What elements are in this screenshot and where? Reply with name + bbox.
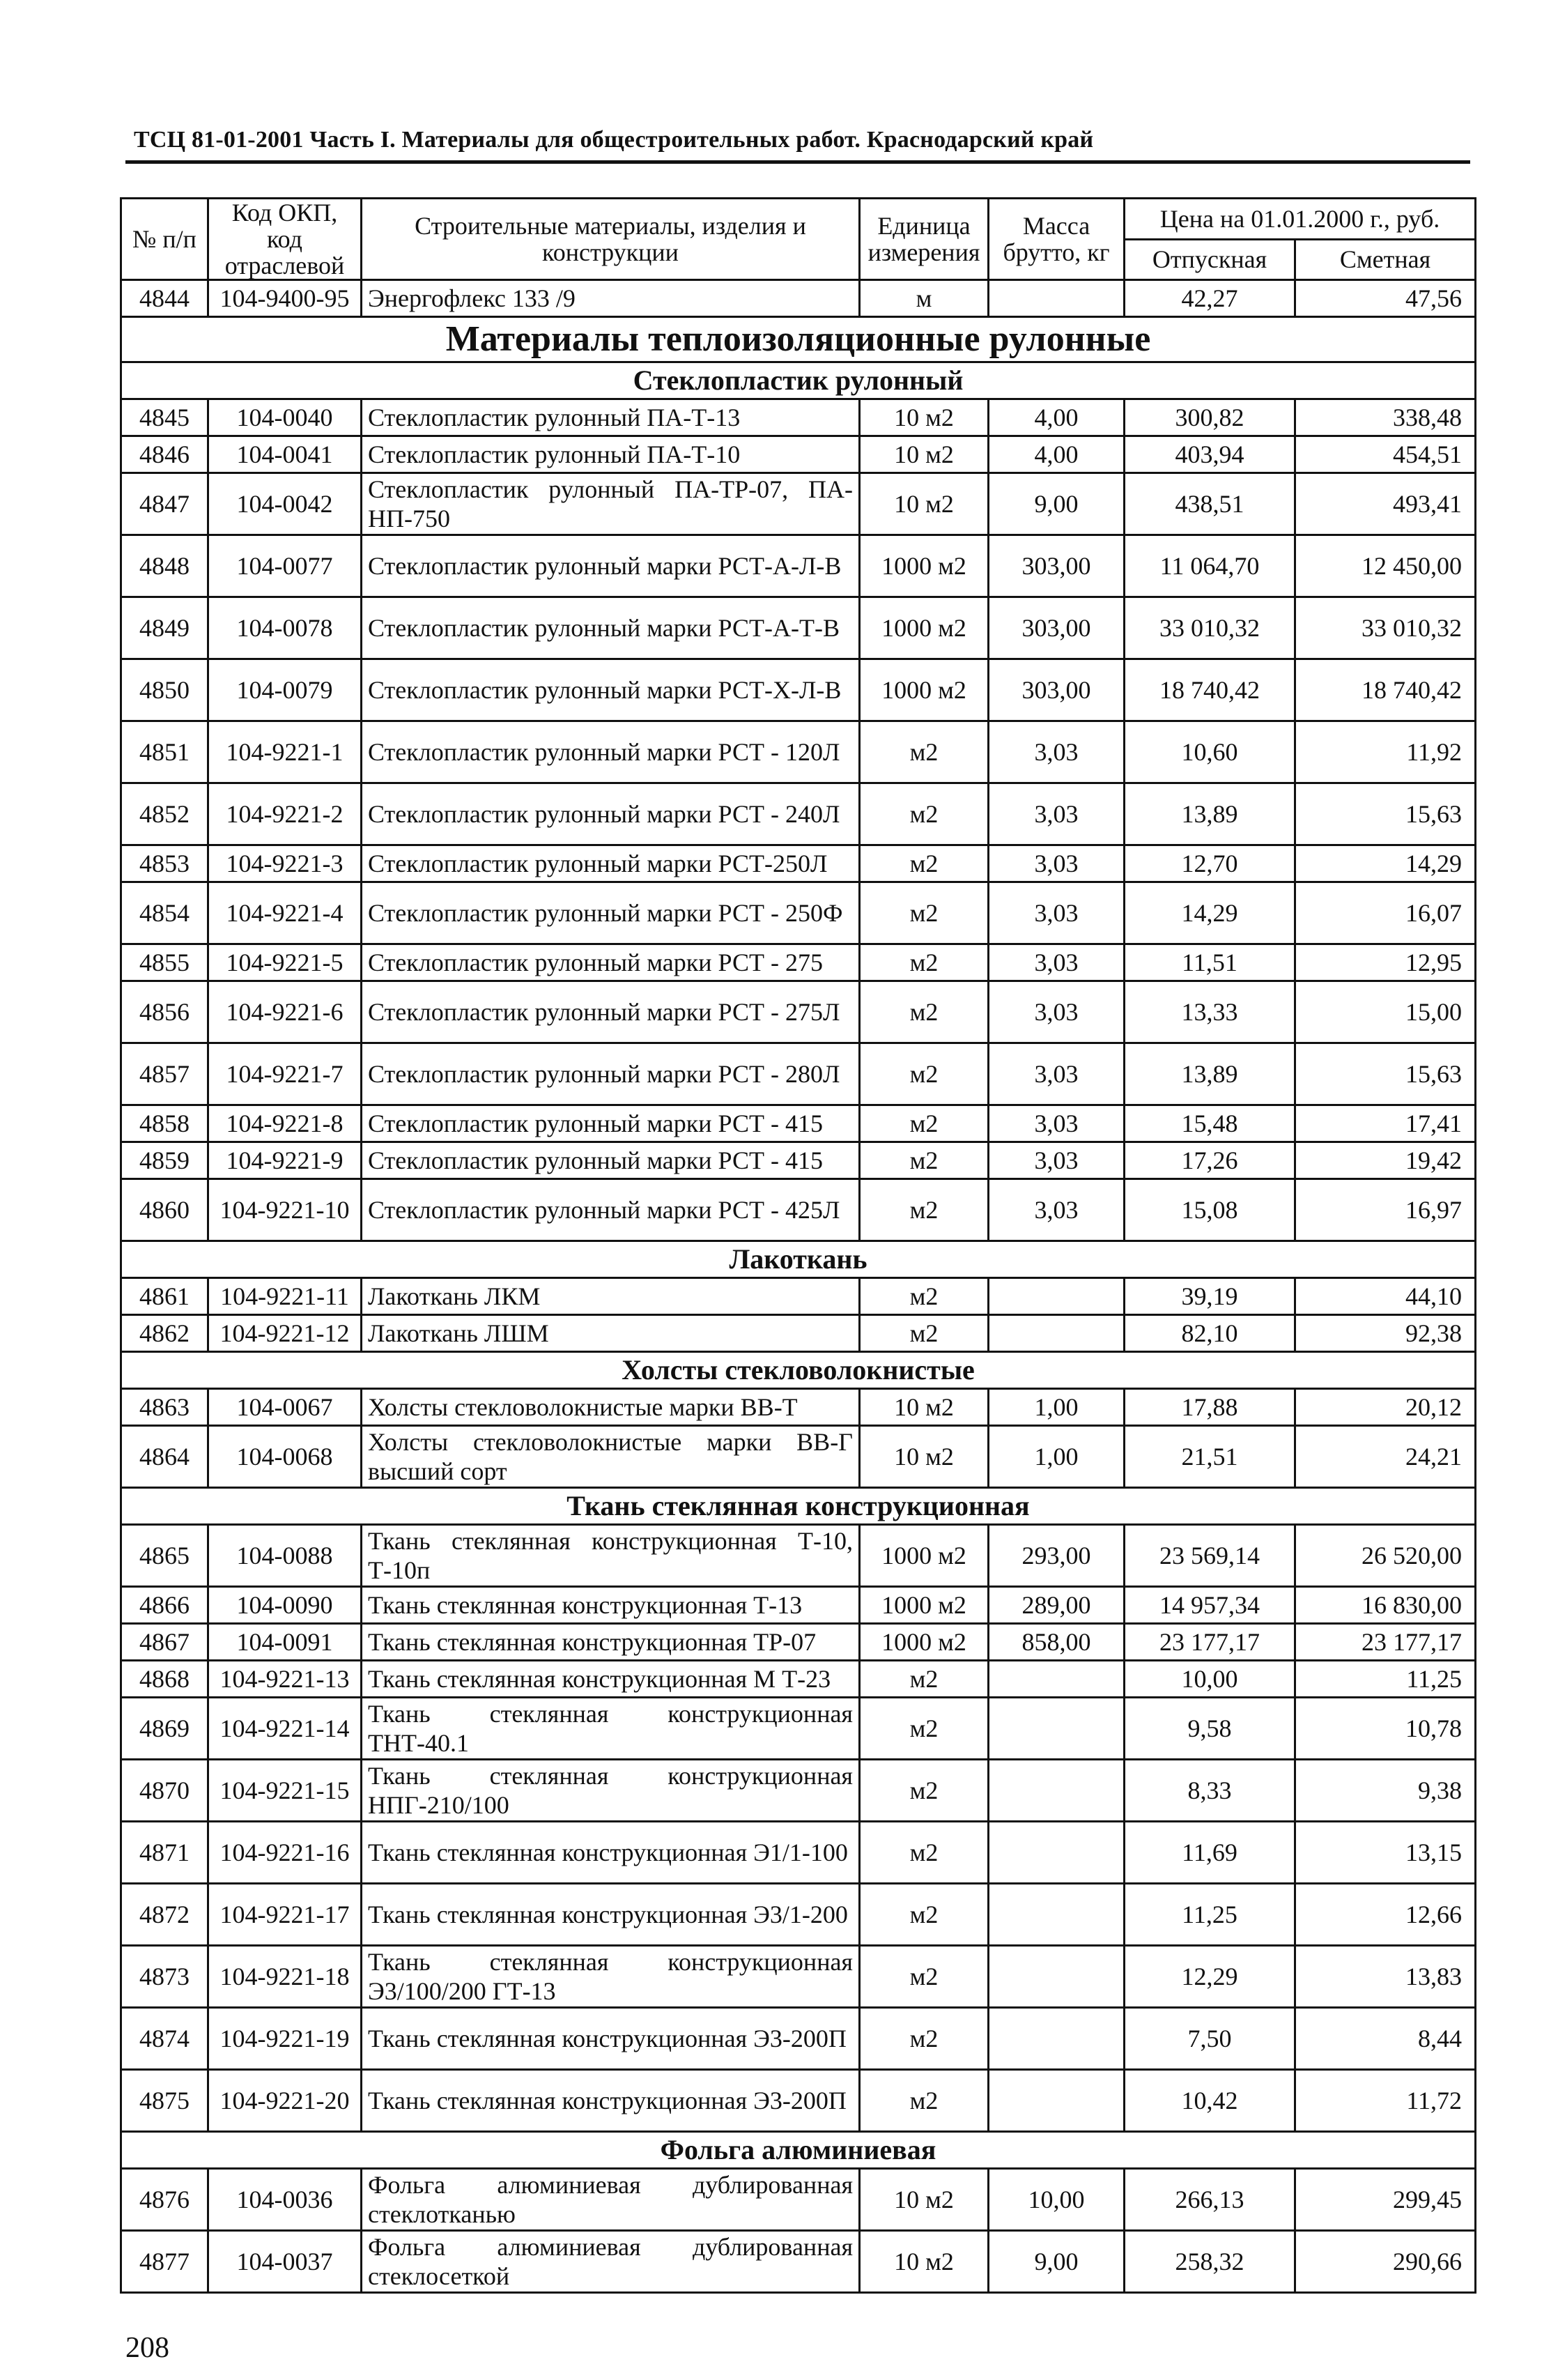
cell-num: 4844 [121,280,208,317]
cell-name: Стеклопластик рулонный ПА-ТР-07, ПА-НП-750 [362,473,860,535]
cell-num: 4866 [121,1587,208,1624]
section-row [121,362,1476,399]
table-row [121,280,1476,317]
cell-release-price: 13,33 [1125,981,1295,1043]
main-section-title: Материалы теплоизоляционные рулонные [121,317,1476,362]
cell-estimate-price: 299,45 [1295,2169,1476,2231]
table-row [121,473,1476,535]
column-header-release-price: Отпускная [1125,239,1295,280]
cell-code: 104-9221-14 [208,1698,362,1760]
cell-name: Ткань стеклянная конструкционная Э1/1-100 [362,1822,860,1884]
cell-mass: 289,00 [989,1587,1125,1624]
cell-code: 104-0077 [208,535,362,597]
page-number: 208 [125,2332,169,2364]
table-row [121,2008,1476,2070]
cell-estimate-price: 10,78 [1295,1698,1476,1760]
cell-num: 4870 [121,1760,208,1822]
cell-release-price: 14 957,34 [1125,1587,1295,1624]
cell-mass: 303,00 [989,597,1125,659]
table-row [121,1142,1476,1179]
cell-num: 4868 [121,1661,208,1698]
cell-release-price: 14,29 [1125,882,1295,944]
cell-mass: 3,03 [989,1105,1125,1142]
cell-mass [989,1760,1125,1822]
cell-name: Стеклопластик рулонный марки РСТ-Х-Л-В [362,659,860,721]
cell-unit: м2 [860,1142,989,1179]
table-row [121,659,1476,721]
cell-code: 104-9221-5 [208,944,362,981]
column-header-mass: Масса брутто, кг [989,199,1125,280]
cell-num: 4858 [121,1105,208,1142]
cell-mass: 858,00 [989,1624,1125,1661]
cell-release-price: 13,89 [1125,1043,1295,1105]
cell-mass: 1,00 [989,1389,1125,1426]
cell-mass [989,2070,1125,2132]
cell-unit: м2 [860,1946,989,2008]
cell-unit: м2 [860,944,989,981]
cell-code: 104-9221-11 [208,1278,362,1315]
cell-estimate-price: 12,95 [1295,944,1476,981]
cell-name: Ткань стеклянная конструкционная Э3/1-200 [362,1884,860,1946]
cell-release-price: 15,08 [1125,1179,1295,1241]
cell-code: 104-0078 [208,597,362,659]
cell-mass [989,1822,1125,1884]
cell-release-price: 17,26 [1125,1142,1295,1179]
column-header-name: Строительные материалы, изделия и конструкции [362,199,860,280]
cell-mass [989,1278,1125,1315]
cell-mass: 303,00 [989,535,1125,597]
cell-code: 104-0067 [208,1389,362,1426]
cell-estimate-price: 26 520,00 [1295,1525,1476,1587]
table-row [121,721,1476,783]
cell-unit: м2 [860,845,989,882]
cell-num: 4845 [121,399,208,436]
section-row [121,1488,1476,1525]
cell-release-price: 17,88 [1125,1389,1295,1426]
cell-release-price: 18 740,42 [1125,659,1295,721]
table-row [121,1884,1476,1946]
table-row [121,845,1476,882]
cell-name: Стеклопластик рулонный ПА-Т-10 [362,436,860,473]
cell-unit: 1000 м2 [860,1624,989,1661]
cell-release-price: 15,48 [1125,1105,1295,1142]
cell-unit: м2 [860,1661,989,1698]
cell-unit: м2 [860,721,989,783]
cell-unit: 10 м2 [860,2231,989,2293]
cell-num: 4857 [121,1043,208,1105]
cell-mass: 3,03 [989,783,1125,845]
cell-name: Ткань стеклянная конструкционная Э3-200П [362,2008,860,2070]
cell-num: 4864 [121,1426,208,1488]
cell-code: 104-0036 [208,2169,362,2231]
table-row [121,1624,1476,1661]
table-row [121,783,1476,845]
cell-num: 4875 [121,2070,208,2132]
table-row [121,981,1476,1043]
cell-release-price: 10,42 [1125,2070,1295,2132]
cell-name: Стеклопластик рулонный марки РСТ - 120Л [362,721,860,783]
cell-unit: м2 [860,1278,989,1315]
cell-release-price: 82,10 [1125,1315,1295,1352]
table-row [121,399,1476,436]
cell-release-price: 258,32 [1125,2231,1295,2293]
cell-name: Ткань стеклянная конструкционная Э3-200П [362,2070,860,2132]
cell-estimate-price: 14,29 [1295,845,1476,882]
cell-name: Ткань стеклянная конструкционная Т-13 [362,1587,860,1624]
cell-estimate-price: 290,66 [1295,2231,1476,2293]
section-title: Стеклопластик рулонный [121,362,1476,399]
cell-estimate-price: 13,15 [1295,1822,1476,1884]
cell-code: 104-9221-8 [208,1105,362,1142]
cell-unit: м2 [860,882,989,944]
table-row [121,436,1476,473]
cell-code: 104-9221-9 [208,1142,362,1179]
cell-name: Стеклопластик рулонный марки РСТ-А-Л-В [362,535,860,597]
cell-name: Ткань стеклянная конструкционная Т-10, Т-10п [362,1525,860,1587]
cell-release-price: 23 177,17 [1125,1624,1295,1661]
cell-code: 104-0040 [208,399,362,436]
cell-name: Стеклопластик рулонный ПА-Т-13 [362,399,860,436]
cell-num: 4856 [121,981,208,1043]
cell-mass: 3,03 [989,944,1125,981]
cell-name: Стеклопластик рулонный марки РСТ - 425Л [362,1179,860,1241]
cell-code: 104-9221-15 [208,1760,362,1822]
section-row [121,1241,1476,1278]
cell-code: 104-0079 [208,659,362,721]
column-header-price-group: Цена на 01.01.2000 г., руб. [1125,199,1476,240]
cell-mass: 1,00 [989,1426,1125,1488]
cell-unit: м2 [860,1884,989,1946]
cell-release-price: 39,19 [1125,1278,1295,1315]
cell-unit: 10 м2 [860,399,989,436]
table-row [121,535,1476,597]
cell-mass [989,1884,1125,1946]
table-row [121,1043,1476,1105]
cell-num: 4853 [121,845,208,882]
cell-code: 104-9221-18 [208,1946,362,2008]
cell-mass: 303,00 [989,659,1125,721]
cell-name: Стеклопластик рулонный марки РСТ - 280Л [362,1043,860,1105]
cell-num: 4869 [121,1698,208,1760]
cell-release-price: 300,82 [1125,399,1295,436]
cell-code: 104-0091 [208,1624,362,1661]
table-row [121,2070,1476,2132]
cell-release-price: 21,51 [1125,1426,1295,1488]
cell-name: Ткань стеклянная конструкционная ТНТ-40.1 [362,1698,860,1760]
cell-mass: 4,00 [989,399,1125,436]
cell-num: 4877 [121,2231,208,2293]
cell-code: 104-0068 [208,1426,362,1488]
cell-mass [989,1315,1125,1352]
cell-num: 4862 [121,1315,208,1352]
cell-name: Стеклопластик рулонный марки РСТ - 415 [362,1142,860,1179]
cell-unit: м2 [860,1105,989,1142]
table-row [121,882,1476,944]
cell-estimate-price: 20,12 [1295,1389,1476,1426]
cell-unit: м2 [860,783,989,845]
cell-code: 104-9221-10 [208,1179,362,1241]
cell-num: 4876 [121,2169,208,2231]
cell-unit: 10 м2 [860,473,989,535]
cell-code: 104-9221-12 [208,1315,362,1352]
cell-code: 104-9400-95 [208,280,362,317]
cell-num: 4850 [121,659,208,721]
cell-unit: м2 [860,1698,989,1760]
cell-release-price: 438,51 [1125,473,1295,535]
cell-name: Ткань стеклянная конструкционная М Т-23 [362,1661,860,1698]
cell-estimate-price: 15,00 [1295,981,1476,1043]
cell-unit: м2 [860,1043,989,1105]
cell-code: 104-9221-3 [208,845,362,882]
table-row [121,1426,1476,1488]
cell-num: 4861 [121,1278,208,1315]
section-title: Фольга алюминиевая [121,2132,1476,2169]
cell-estimate-price: 18 740,42 [1295,659,1476,721]
cell-name: Холсты стекловолокнистые марки ВВ-Г высший сорт [362,1426,860,1488]
table-row [121,1315,1476,1352]
table-row [121,597,1476,659]
cell-name: Ткань стеклянная конструкционная ТР-07 [362,1624,860,1661]
cell-unit: 1000 м2 [860,597,989,659]
cell-code: 104-9221-2 [208,783,362,845]
cell-estimate-price: 16 830,00 [1295,1587,1476,1624]
cell-estimate-price: 9,38 [1295,1760,1476,1822]
cell-mass [989,2008,1125,2070]
cell-num: 4855 [121,944,208,981]
table-row [121,2169,1476,2231]
cell-num: 4854 [121,882,208,944]
cell-unit: 1000 м2 [860,659,989,721]
section-title: Лакоткань [121,1241,1476,1278]
cell-release-price: 7,50 [1125,2008,1295,2070]
cell-code: 104-9221-6 [208,981,362,1043]
cell-release-price: 11,51 [1125,944,1295,981]
table-row [121,944,1476,981]
cell-code: 104-9221-7 [208,1043,362,1105]
cell-estimate-price: 338,48 [1295,399,1476,436]
section-title: Ткань стеклянная конструкционная [121,1488,1476,1525]
cell-code: 104-9221-1 [208,721,362,783]
cell-name: Фольга алюминиевая дублированная стеклотканью [362,2169,860,2231]
cell-estimate-price: 17,41 [1295,1105,1476,1142]
cell-name: Ткань стеклянная конструкционная НПГ-210/100 [362,1760,860,1822]
cell-name: Холсты стекловолокнистые марки ВВ-Т [362,1389,860,1426]
cell-unit: м2 [860,1822,989,1884]
cell-estimate-price: 11,25 [1295,1661,1476,1698]
column-header-unit: Единица измерения [860,199,989,280]
cell-release-price: 42,27 [1125,280,1295,317]
cell-name: Стеклопластик рулонный марки РСТ - 275Л [362,981,860,1043]
cell-release-price: 403,94 [1125,436,1295,473]
cell-code: 104-0090 [208,1587,362,1624]
cell-mass: 3,03 [989,981,1125,1043]
cell-num: 4867 [121,1624,208,1661]
cell-num: 4873 [121,1946,208,2008]
cell-estimate-price: 454,51 [1295,436,1476,473]
cell-estimate-price: 15,63 [1295,783,1476,845]
cell-estimate-price: 19,42 [1295,1142,1476,1179]
cell-code: 104-0037 [208,2231,362,2293]
cell-estimate-price: 13,83 [1295,1946,1476,2008]
cell-estimate-price: 44,10 [1295,1278,1476,1315]
cell-name: Энергофлекс 133 /9 [362,280,860,317]
cell-name: Стеклопластик рулонный марки РСТ - 415 [362,1105,860,1142]
cell-name: Фольга алюминиевая дублированная стеклосеткой [362,2231,860,2293]
cell-mass: 10,00 [989,2169,1125,2231]
cell-estimate-price: 16,97 [1295,1179,1476,1241]
cell-mass [989,280,1125,317]
cell-estimate-price: 12,66 [1295,1884,1476,1946]
cell-unit: м2 [860,2008,989,2070]
cell-code: 104-9221-19 [208,2008,362,2070]
cell-name: Стеклопластик рулонный марки РСТ - 250Ф [362,882,860,944]
cell-unit: 10 м2 [860,1389,989,1426]
cell-name: Лакоткань ЛШМ [362,1315,860,1352]
cell-num: 4852 [121,783,208,845]
cell-name: Ткань стеклянная конструкционная Э3/100/200 ГТ-13 [362,1946,860,2008]
cell-release-price: 12,29 [1125,1946,1295,2008]
cell-name: Стеклопластик рулонный марки РСТ-250Л [362,845,860,882]
cell-mass: 9,00 [989,473,1125,535]
cell-name: Стеклопластик рулонный марки РСТ-А-Т-В [362,597,860,659]
cell-estimate-price: 11,72 [1295,2070,1476,2132]
cell-name: Стеклопластик рулонный марки РСТ - 275 [362,944,860,981]
cell-unit: м2 [860,981,989,1043]
table-row [121,1822,1476,1884]
table-row [121,1278,1476,1315]
cell-mass: 3,03 [989,845,1125,882]
cell-num: 4846 [121,436,208,473]
cell-release-price: 8,33 [1125,1760,1295,1822]
table-row [121,1760,1476,1822]
cell-estimate-price: 11,92 [1295,721,1476,783]
cell-estimate-price: 12 450,00 [1295,535,1476,597]
cell-mass: 4,00 [989,436,1125,473]
cell-estimate-price: 493,41 [1295,473,1476,535]
cell-num: 4849 [121,597,208,659]
cell-code: 104-9221-20 [208,2070,362,2132]
table-row [121,2231,1476,2293]
cell-estimate-price: 23 177,17 [1295,1624,1476,1661]
cell-release-price: 9,58 [1125,1698,1295,1760]
cell-estimate-price: 24,21 [1295,1426,1476,1488]
table-row [121,1389,1476,1426]
cell-unit: м2 [860,1315,989,1352]
cell-num: 4848 [121,535,208,597]
cell-num: 4865 [121,1525,208,1587]
cell-unit: 10 м2 [860,436,989,473]
section-row [121,1352,1476,1389]
cell-unit: 1000 м2 [860,1587,989,1624]
cell-mass [989,1661,1125,1698]
cell-estimate-price: 16,07 [1295,882,1476,944]
cell-num: 4859 [121,1142,208,1179]
table-row [121,1946,1476,2008]
cell-mass: 3,03 [989,721,1125,783]
cell-code: 104-0088 [208,1525,362,1587]
cell-release-price: 12,70 [1125,845,1295,882]
cell-estimate-price: 8,44 [1295,2008,1476,2070]
cell-estimate-price: 33 010,32 [1295,597,1476,659]
cell-code: 104-9221-4 [208,882,362,944]
main-section-row [121,317,1476,362]
cell-mass: 293,00 [989,1525,1125,1587]
column-header-num: № п/п [121,199,208,280]
table-row [121,1587,1476,1624]
cell-name: Лакоткань ЛКМ [362,1278,860,1315]
cell-unit: 10 м2 [860,1426,989,1488]
cell-release-price: 11 064,70 [1125,535,1295,597]
cell-unit: 1000 м2 [860,535,989,597]
cell-estimate-price: 92,38 [1295,1315,1476,1352]
page-header: ТСЦ 81-01-2001 Часть I. Материалы для общестроительных работ. Краснодарский край [134,127,1094,153]
section-title: Холсты стекловолокнистые [121,1352,1476,1389]
cell-unit: м2 [860,1179,989,1241]
cell-release-price: 10,60 [1125,721,1295,783]
cell-unit: м [860,280,989,317]
cell-unit: м2 [860,1760,989,1822]
cell-name: Стеклопластик рулонный марки РСТ - 240Л [362,783,860,845]
cell-code: 104-9221-16 [208,1822,362,1884]
cell-mass [989,1946,1125,2008]
cell-code: 104-9221-17 [208,1884,362,1946]
cell-num: 4863 [121,1389,208,1426]
cell-release-price: 10,00 [1125,1661,1295,1698]
cell-release-price: 266,13 [1125,2169,1295,2231]
cell-code: 104-0041 [208,436,362,473]
section-row [121,2132,1476,2169]
table-row [121,1179,1476,1241]
cell-num: 4872 [121,1884,208,1946]
materials-table [120,197,1476,2294]
column-header-estimate-price: Сметная [1295,239,1476,280]
cell-code: 104-9221-13 [208,1661,362,1698]
cell-num: 4851 [121,721,208,783]
cell-num: 4860 [121,1179,208,1241]
table-body [121,280,1476,2293]
column-header-code: Код ОКП, код отраслевой [208,199,362,280]
cell-release-price: 13,89 [1125,783,1295,845]
table-row [121,1698,1476,1760]
cell-mass [989,1698,1125,1760]
cell-unit: 1000 м2 [860,1525,989,1587]
cell-release-price: 11,25 [1125,1884,1295,1946]
table-row [121,1105,1476,1142]
cell-num: 4871 [121,1822,208,1884]
cell-num: 4874 [121,2008,208,2070]
cell-mass: 9,00 [989,2231,1125,2293]
cell-unit: м2 [860,2070,989,2132]
table-row [121,1661,1476,1698]
cell-mass: 3,03 [989,1142,1125,1179]
table-row [121,1525,1476,1587]
cell-release-price: 11,69 [1125,1822,1295,1884]
cell-mass: 3,03 [989,882,1125,944]
header-rule [125,160,1470,164]
cell-estimate-price: 47,56 [1295,280,1476,317]
cell-estimate-price: 15,63 [1295,1043,1476,1105]
cell-mass: 3,03 [989,1179,1125,1241]
cell-mass: 3,03 [989,1043,1125,1105]
cell-num: 4847 [121,473,208,535]
cell-code: 104-0042 [208,473,362,535]
cell-unit: 10 м2 [860,2169,989,2231]
cell-release-price: 33 010,32 [1125,597,1295,659]
cell-release-price: 23 569,14 [1125,1525,1295,1587]
